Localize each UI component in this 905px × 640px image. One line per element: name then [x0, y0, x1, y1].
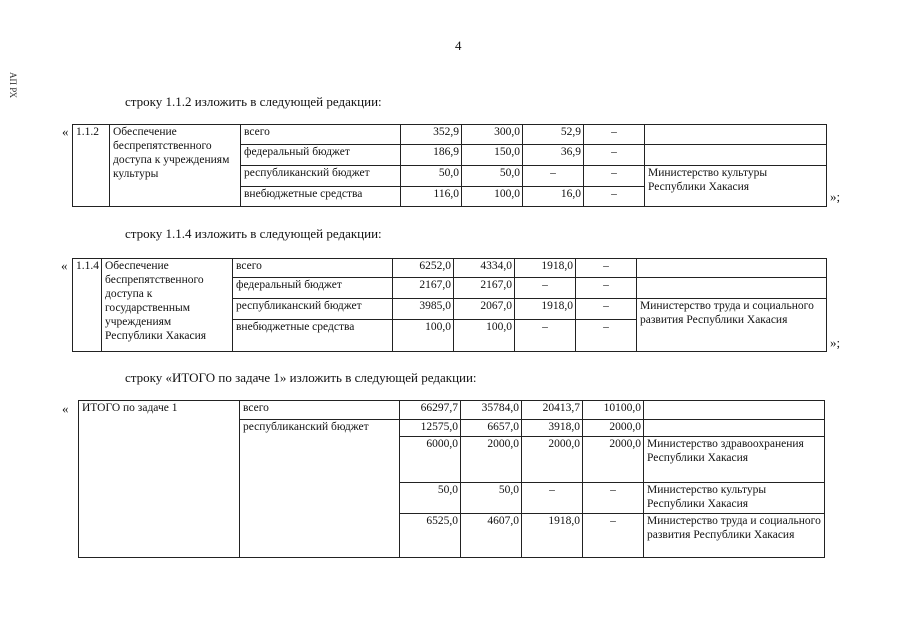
value-cell: 2000,0: [583, 420, 644, 437]
source-cell: всего: [240, 401, 400, 420]
value-cell: –: [515, 320, 576, 352]
empty-cell: [644, 420, 825, 437]
value-cell: –: [515, 278, 576, 299]
value-cell: 4334,0: [454, 259, 515, 278]
value-cell: 6657,0: [461, 420, 522, 437]
value-cell: 6252,0: [393, 259, 454, 278]
value-cell: 50,0: [401, 166, 462, 187]
source-cell: внебюджетные средства: [233, 320, 393, 352]
value-cell: 100,0: [454, 320, 515, 352]
value-cell: 12575,0: [400, 420, 461, 437]
source-cell: всего: [233, 259, 393, 278]
value-cell: 2000,0: [461, 437, 522, 483]
value-cell: 50,0: [462, 166, 523, 187]
value-cell: 35784,0: [461, 401, 522, 420]
value-cell: 2000,0: [522, 437, 583, 483]
value-cell: 2167,0: [454, 278, 515, 299]
value-cell: –: [576, 259, 637, 278]
value-cell: 186,9: [401, 145, 462, 166]
section1-open-quote: «: [62, 124, 69, 139]
table-row: [73, 125, 827, 145]
page-number: 4: [455, 38, 462, 53]
value-cell: –: [576, 299, 637, 320]
value-cell: –: [576, 278, 637, 299]
value-cell: –: [583, 514, 644, 558]
section1-close-quote: »;: [830, 189, 841, 204]
value-cell: 1918,0: [522, 514, 583, 558]
value-cell: 50,0: [400, 483, 461, 514]
section3-heading: строку «ИТОГО по задаче 1» изложить в следующей редакции:: [125, 370, 477, 385]
value-cell: 1918,0: [515, 259, 576, 278]
section1-table: [72, 124, 827, 207]
value-cell: 10100,0: [583, 401, 644, 420]
value-cell: –: [576, 320, 637, 352]
value-cell: 300,0: [462, 125, 523, 145]
table-row: [73, 259, 827, 278]
section3-open-quote: «: [62, 401, 69, 416]
section1-heading: строку 1.1.2 изложить в следующей редакции:: [125, 94, 382, 109]
empty-cell: [645, 145, 827, 166]
side-stamp: АП РХ: [8, 72, 18, 99]
value-cell: –: [584, 125, 645, 145]
row-name: Обеспечение беспрепятственного доступа к учреждениям культуры: [110, 125, 241, 207]
executor-cell: Министерство культуры Республики Хакасия: [645, 166, 827, 207]
value-cell: 116,0: [401, 187, 462, 207]
source-cell: внебюджетные средства: [241, 187, 401, 207]
row-name: Обеспечение беспрепятственного доступа к государственным учреждениям Республики Хакасия: [102, 259, 233, 352]
value-cell: 52,9: [523, 125, 584, 145]
empty-cell: [645, 125, 827, 145]
value-cell: –: [583, 483, 644, 514]
value-cell: 3918,0: [522, 420, 583, 437]
section2-open-quote: «: [61, 258, 68, 273]
value-cell: 2067,0: [454, 299, 515, 320]
value-cell: 100,0: [462, 187, 523, 207]
empty-cell: [637, 278, 827, 299]
empty-cell: [637, 259, 827, 278]
source-cell: федеральный бюджет: [233, 278, 393, 299]
value-cell: 4607,0: [461, 514, 522, 558]
value-cell: 150,0: [462, 145, 523, 166]
value-cell: 352,9: [401, 125, 462, 145]
executor-cell: Министерство труда и социального развития Республики Хакасия: [644, 514, 825, 558]
row-code: 1.1.4: [73, 259, 102, 352]
section2-close-quote: »;: [830, 335, 841, 350]
value-cell: 16,0: [523, 187, 584, 207]
value-cell: –: [584, 145, 645, 166]
value-cell: –: [522, 483, 583, 514]
value-cell: 1918,0: [515, 299, 576, 320]
value-cell: 2167,0: [393, 278, 454, 299]
source-cell: республиканский бюджет: [241, 166, 401, 187]
value-cell: 36,9: [523, 145, 584, 166]
value-cell: 6525,0: [400, 514, 461, 558]
value-cell: 6000,0: [400, 437, 461, 483]
value-cell: 3985,0: [393, 299, 454, 320]
source-cell: федеральный бюджет: [241, 145, 401, 166]
source-cell: республиканский бюджет: [240, 420, 400, 558]
total-name: ИТОГО по задаче 1: [79, 401, 240, 558]
source-cell: республиканский бюджет: [233, 299, 393, 320]
table-row: [79, 401, 825, 420]
row-code: 1.1.2: [73, 125, 110, 207]
source-cell: всего: [241, 125, 401, 145]
value-cell: 100,0: [393, 320, 454, 352]
value-cell: 2000,0: [583, 437, 644, 483]
executor-cell: Министерство культуры Республики Хакасия: [644, 483, 825, 514]
executor-cell: Министерство труда и социального развития Республики Хакасия: [637, 299, 827, 352]
value-cell: 66297,7: [400, 401, 461, 420]
value-cell: –: [523, 166, 584, 187]
executor-cell: Министерство здравоохранения Республики Хакасия: [644, 437, 825, 483]
value-cell: 50,0: [461, 483, 522, 514]
section2-table: [72, 258, 827, 352]
value-cell: –: [584, 187, 645, 207]
section2-heading: строку 1.1.4 изложить в следующей редакции:: [125, 226, 382, 241]
value-cell: –: [584, 166, 645, 187]
empty-cell: [644, 401, 825, 420]
value-cell: 20413,7: [522, 401, 583, 420]
section3-table: [78, 400, 825, 558]
